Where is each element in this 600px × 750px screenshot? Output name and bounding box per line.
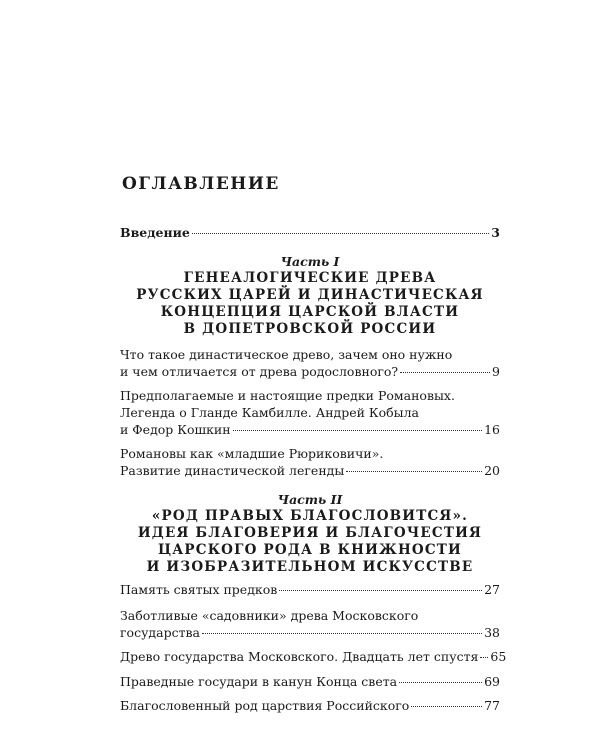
page-number: 16 [484,422,500,437]
toc-entry[interactable]: Романовы как «младшие Рюриковичи». Развитие династической легенды 20 [120,446,500,478]
toc-entry[interactable]: Заботливые «садовники» древа Московского государства 38 [120,608,500,640]
page-number: 69 [484,674,500,689]
toc-entry[interactable]: Древо государства Московского. Двадцать лет спустя 65 [120,649,507,664]
dot-leader [233,430,483,431]
page-number: 3 [491,225,500,240]
toc-entry[interactable]: Предполагаемые и настоящие предки Романовых. Легенда о Гланде Камбилле. Андрей Кобыла и Федор Кошкин 16 [120,388,500,437]
toc-intro[interactable] [120,224,500,241]
part-number: Часть I [280,254,340,269]
entry-label: Введение [120,225,190,240]
part-number: Часть II [277,492,343,507]
part-1-heading [120,254,500,338]
part-title: «РОД ПРАВЫХ БЛАГОСЛОВИТСЯ». ИДЕЯ БЛАГОВЕРИЯ И БЛАГОЧЕСТИЯ ЦАРСКОГО РОДА В КНИЖНОСТИ И ИЗОБРАЗИТЕЛЬНОМ ИСКУССТВЕ [137,508,483,575]
dot-leader [202,633,482,634]
toc-entry[interactable]: Что такое династическое древо, зачем оно нужно и чем отличается от древа родословного? 9 [120,347,500,379]
page-number: 77 [484,698,500,713]
toc-entry[interactable]: Память святых предков 27 [120,582,500,597]
page-number: 9 [492,364,500,379]
toc-entry[interactable]: Праведные государи в канун Конца света 69 [120,674,500,689]
page-title: ОГЛАВЛЕНИЕ [122,174,280,194]
part-2-heading [120,492,500,576]
toc-entry[interactable]: Благословенный род царствия Российского 77 [120,698,500,713]
dot-leader [400,372,490,373]
dot-leader [192,233,489,234]
dot-leader [346,471,482,472]
dot-leader [480,657,488,658]
page-number: 38 [484,625,500,640]
page-number: 20 [484,463,500,478]
dot-leader [411,706,482,707]
page-number: 65 [490,649,507,664]
dot-leader [279,590,482,591]
dot-leader [399,682,482,683]
part-title: ГЕНЕАЛОГИЧЕСКИЕ ДРЕВА РУССКИХ ЦАРЕЙ И ДИНАСТИЧЕСКАЯ КОНЦЕПЦИЯ ЦАРСКОЙ ВЛАСТИ В ДОПЕТРОВСКОЙ РОССИИ [136,270,484,337]
page-number: 27 [484,582,500,597]
